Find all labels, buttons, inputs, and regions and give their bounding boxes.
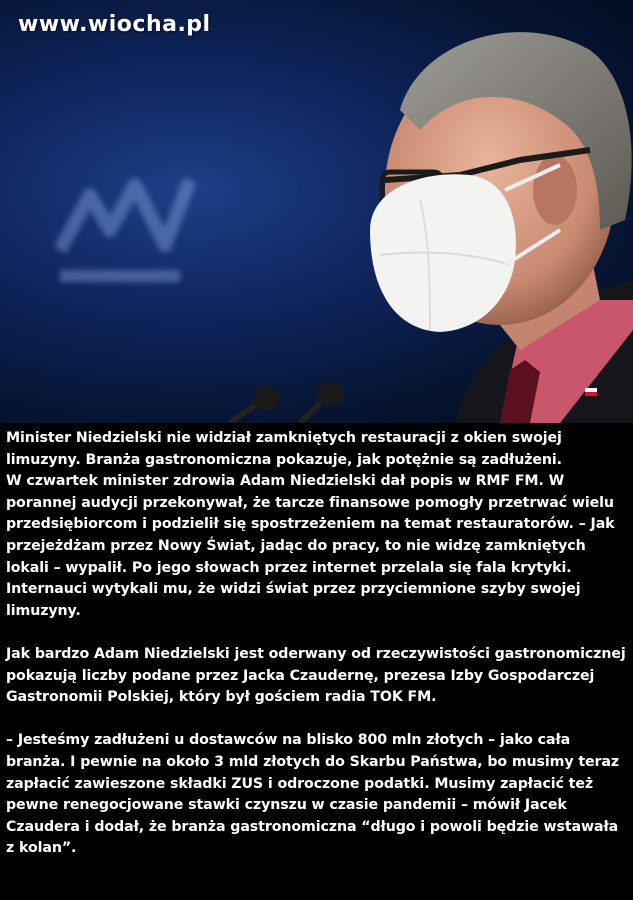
person-illustration (0, 0, 633, 423)
site-watermark: www.wiocha.pl (18, 12, 211, 37)
paragraph: Jak bardzo Adam Niedzielski jest oderwany od rzeczywistości gastronomicznej pokazują liczby podane przez Jacka Czaudernę, prezesa Izby Gospodarczej Gastronomii Polskiej, który był gościem radia TOK FM. (6, 645, 626, 706)
paragraph: Minister Niedzielski nie widział zamkniętych restauracji z okien swojej limuzyny. Branża gastronomiczna pokazuje, jak potężnie są zadłużeni. W czwartek minister zdrowia Adam Niedzielski dał popis w RMF FM. W porannej audycji przekonywał, że tarcze finansowe pomogły przetrwać wielu przedsiębiorcom i podzielił się spostrzeżeniem na temat restauratorów. – Jak przejeżdżam przez Nowy Świat, jadąc do pracy, to nie widzę zamkniętych lokali – wypalił. Po jego słowach przez internet przelala się fala krytyki. Internauci wytykali mu, że widzi świat przez przyciemnione szyby swojej limuzyny. (6, 430, 615, 619)
article-text (6, 428, 630, 860)
news-photo (0, 0, 633, 423)
paragraph: – Jesteśmy zadłużeni u dostawców na blisko 800 mln złotych – jako cała branża. I pewnie na około 3 mld złotych do Skarbu Państwa, bo musimy teraz zapłacić zawieszone składki ZUS i odroczone podatki. Musimy zapłacić też pewne renegocjowane stawki czynszu w czasie pandemii – mówił Jacek Czaudera i dodał, że branża gastronomiczna “długo i powoli będzie wstawała z kolan”. (6, 732, 620, 857)
